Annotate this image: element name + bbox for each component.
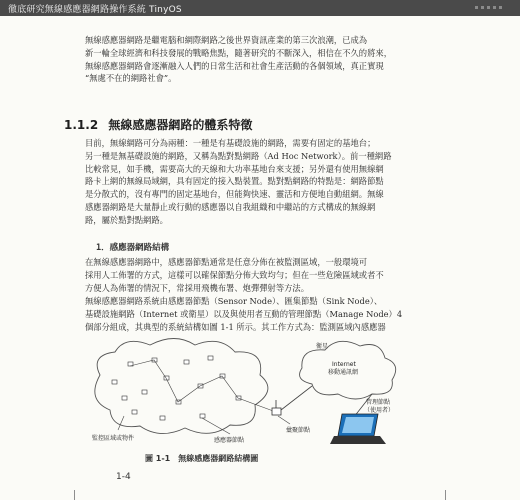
- page-number: 1-4: [116, 472, 131, 482]
- sensor-label: 感應器節點: [214, 437, 245, 444]
- sensor-node: [220, 374, 225, 378]
- sensor-node: [184, 360, 189, 364]
- sink-to-internet-link: [281, 386, 312, 410]
- internet-label-line2: 移動通訊網: [328, 369, 359, 376]
- sensor-node: [152, 358, 157, 362]
- section-number: 1.1.2: [64, 118, 99, 132]
- running-header: [0, 0, 520, 16]
- sink-node-box: [272, 408, 281, 415]
- figure-caption: 圖 1-1 無線感應器網路結構圖: [145, 454, 259, 463]
- crop-mark-left: [74, 490, 75, 500]
- mgmt-label-line2: （使用者）: [364, 407, 395, 414]
- sensor-node: [132, 410, 137, 414]
- sensor-node: [208, 356, 213, 360]
- subsection-heading: 1．感應器網路結構: [96, 243, 170, 253]
- monitor-label: 監控區域或物件: [92, 435, 135, 442]
- sensor-node: [200, 414, 205, 418]
- monitor-area-cloud: [95, 339, 268, 434]
- mgmt-label: [364, 398, 394, 414]
- crop-mark-right: [445, 490, 446, 500]
- internet-label: [328, 361, 358, 376]
- section-heading: [64, 116, 252, 133]
- book-title: 徹底研究無線感應器網路操作系統 TinyOS: [8, 5, 182, 15]
- sink-label: 彙聚節點: [286, 427, 311, 434]
- network-diagram: [80, 330, 420, 450]
- section-paragraph: 目前，無線網路可分為兩種：一種是有基礎設施的網路，需要有固定的基地台； 另一種是無基礎設施的網路，又稱為點對點網路（Ad Hoc Network）。前一種網路 比較常見，如手機，需要高大的天線和大功率基地台來支援；另外還有使用無線網 路卡上網的無線局域網，具有固定的接入點裝置。點對點網路的特點是：網路節點 是分散式的，沒有專門的固定基地台，但能夠快速、靈活和方便地自動組網。無線 感應器網路是大量靜止或行動的感應器以自我組織和中繼站的方式構成的無線網 路，屬於點對點網路。: [85, 138, 392, 225]
- header-decoration: [475, 6, 502, 9]
- internet-label-line1: Internet: [332, 361, 356, 368]
- sink-pointer: [278, 416, 290, 424]
- sensor-node: [142, 390, 147, 394]
- subsection-paragraph-2: 無線感應器網路系統由感應器節點（Sensor Node）、匯集節點（Sink Node）、 基礎設施網路（Internet 或衛星）以及與使用者互動的管理節點（Manage Node）4 個部分組成，其典型的系統結構如圖 1-1 所示。其工作方式為：監測區域內感應器: [85, 296, 403, 332]
- sensor-node: [112, 380, 117, 384]
- subsection-paragraph-1: 在無線感應器網路中，感應器節點通常是任意分佈在被監測區域，一般環境可 採用人工佈署的方式，這樣可以確保節點分佈大致均勻；但在一些危險區域或者不 方便人為佈署的情況下，常採用飛機布署、炮彈彈射等方法。: [85, 257, 384, 293]
- section-title: 無線感應器網路的體系特徵: [108, 118, 253, 132]
- laptop-icon: [330, 414, 386, 444]
- sensor-node: [122, 396, 127, 400]
- satellite-label: 衛星: [316, 343, 329, 350]
- intro-paragraph: 無線感應器網路是繼電腦和網際網路之後世界資訊產業的第三次浪潮，已成為 新一輪全球經濟和科技發展的戰略焦點，隨著研究的不斷深入，相信在不久的將來， 無線感應器網路會逐漸融入人們的日常生活和社會生產活動的各個領域，真正實現 “無處不在的網路社會”。: [85, 35, 392, 84]
- mgmt-label-line1: 管理節點: [366, 399, 391, 406]
- sensor-node: [160, 416, 165, 420]
- monitor-pointer: [118, 416, 124, 430]
